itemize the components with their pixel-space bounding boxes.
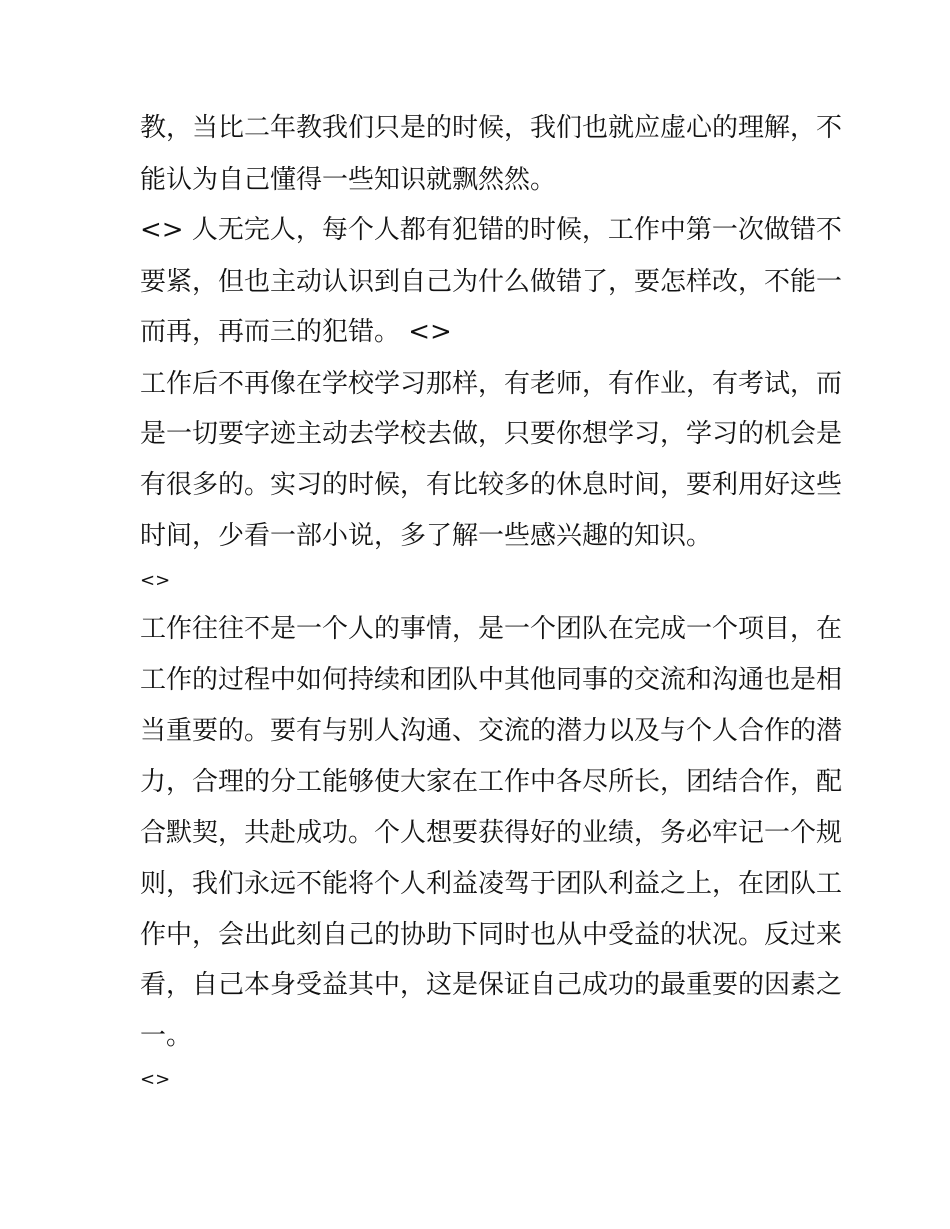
paragraph-marker: <> (140, 1069, 171, 1090)
text-line: 能认为自己懂得一些知识就飘然然。 (140, 165, 557, 195)
text-line: 一。 (140, 1021, 193, 1051)
text-line: 工作后不再像在学校学习那样，有老师，有作业，有考试，而 (140, 369, 843, 399)
text-line: 看，自己本身受益其中，这是保证自己成功的最重要的因素之 (140, 970, 843, 1000)
text-line: 工作往往不是一个人的事情，是一个团队在完成一个项目，在 (140, 614, 843, 644)
paragraph-marker: <> (140, 570, 171, 591)
text-line: 是一切要字迹主动去学校去做，只要你想学习，学习的机会是 (140, 419, 843, 449)
text-line: 时间，少看一部小说，多了解一些感兴趣的知识。 (140, 521, 713, 551)
text-line: 力，合理的分工能够使大家在工作中各尽所长，团结合作，配 (140, 767, 843, 797)
text-line: 则，我们永远不能将个人利益凌驾于团队利益之上，在团队工 (140, 869, 843, 899)
text-line: 而再，再而三的犯错。 <> (140, 317, 452, 347)
text-line: 有很多的。实习的时候，有比较多的休息时间，要利用好这些 (140, 470, 843, 500)
text-line: 要紧，但也主动认识到自己为什么做错了，要怎样改，不能一 (140, 267, 843, 297)
text-line: 作中，会出此刻自己的协助下同时也从中受益的状况。反过来 (140, 920, 843, 950)
text-line: 当重要的。要有与别人沟通、交流的潜力以及与个人合作的潜 (140, 716, 843, 746)
text-line: 教，当比二年教我们只是的时候，我们也就应虚心的理解，不 (140, 113, 843, 143)
text-line: 工作的过程中如何持续和团队中其他同事的交流和沟通也是相 (140, 665, 843, 695)
text-line: <> 人无完人，每个人都有犯错的时候，工作中第一次做错不 (140, 215, 842, 245)
text-line: 合默契，共赴成功。个人想要获得好的业绩，务必牢记一个规 (140, 818, 843, 848)
